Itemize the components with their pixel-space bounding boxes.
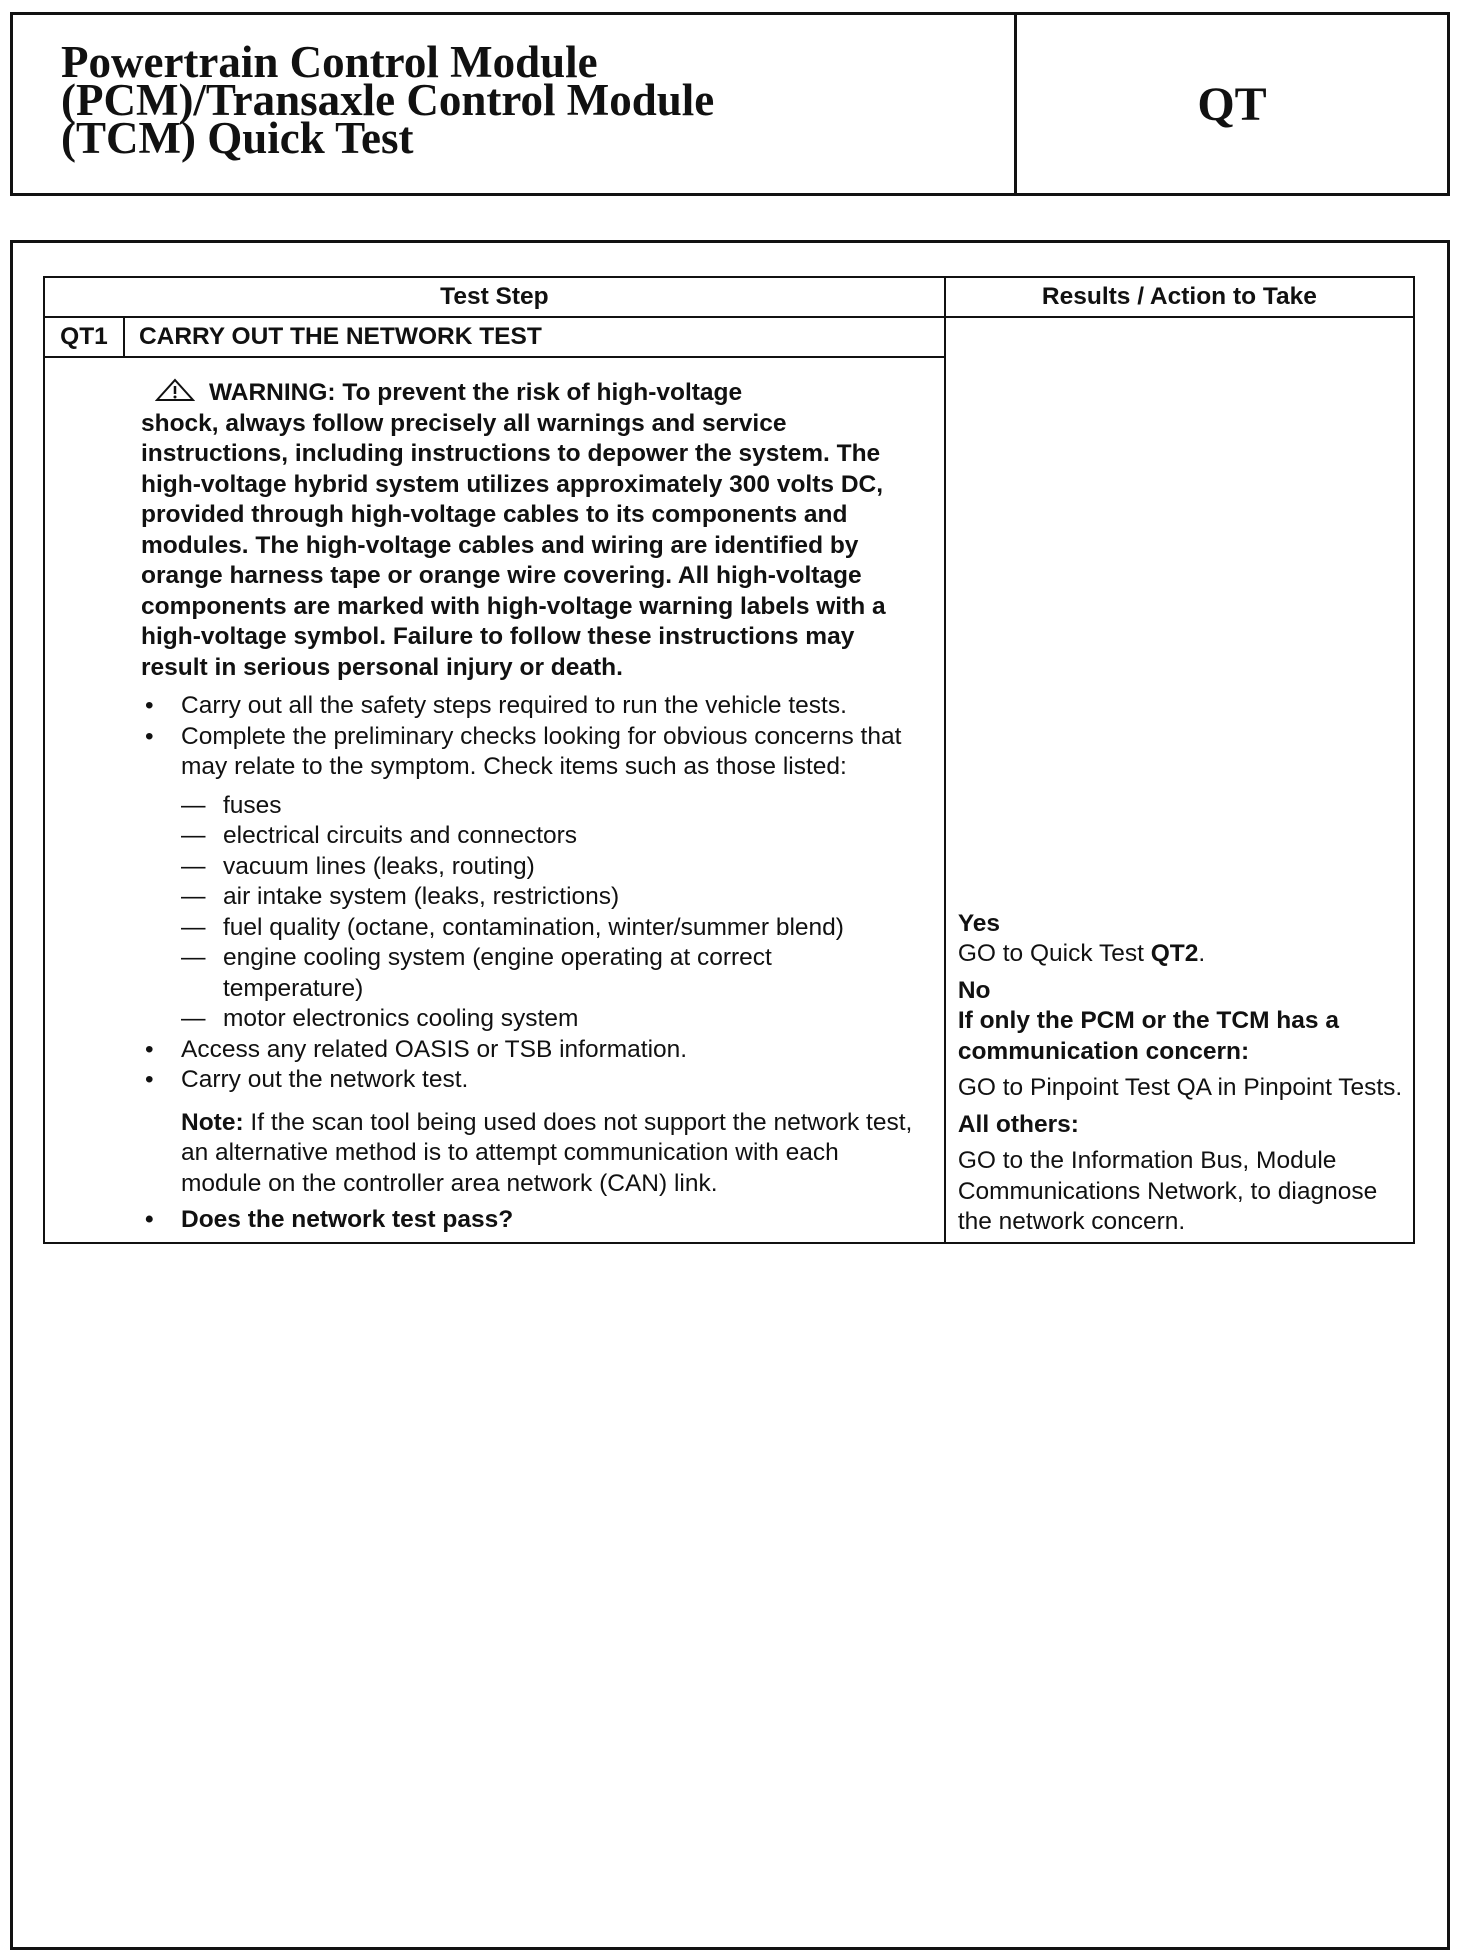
others-action: GO to the Information Bus, Module Communications Network, to diagnose the network concern. bbox=[957, 1147, 1378, 1235]
yes-label: Yes bbox=[957, 909, 1001, 937]
quick-test-table bbox=[43, 276, 1415, 1244]
check-item: — air intake system (leaks, restrictions) bbox=[181, 882, 916, 913]
check-item: — engine cooling system (engine operating at correct temperature) bbox=[181, 943, 916, 1004]
note-text: If the scan tool being used does not support the network test, an alternative method is to attempt communication with each module on the controller area network (CAN) link. bbox=[181, 1108, 913, 1197]
check-item: — motor electronics cooling system bbox=[181, 1004, 916, 1035]
check-item: — electrical circuits and connectors bbox=[181, 821, 916, 852]
list-item: • Access any related OASIS or TSB information. bbox=[141, 1035, 916, 1066]
title-line-2: (PCM)/Transaxle Control Module bbox=[61, 75, 715, 125]
title-line-1: Powertrain Control Module bbox=[61, 37, 598, 87]
step-id: QT1 bbox=[44, 317, 124, 357]
check-item: — fuel quality (octane, contamination, winter/summer blend) bbox=[181, 913, 916, 944]
step-question: • Does the network test pass? bbox=[141, 1205, 916, 1236]
list-item: • Carry out the network test. bbox=[141, 1065, 916, 1096]
step-title: CARRY OUT THE NETWORK TEST bbox=[124, 317, 945, 357]
no-action: GO to Pinpoint Test QA in Pinpoint Tests. bbox=[957, 1074, 1403, 1101]
no-condition: If only the PCM or the TCM has a communication concern: bbox=[957, 1007, 1339, 1065]
step-title-row bbox=[44, 317, 1414, 357]
results-header: Results / Action to Take bbox=[945, 277, 1414, 317]
section-code: QT bbox=[1197, 77, 1267, 131]
warning-block bbox=[141, 378, 916, 683]
preliminary-checks-text: Complete the preliminary checks looking for obvious concerns that may relate to the symptom. Check items such as those listed: bbox=[181, 722, 902, 780]
step-instructions bbox=[141, 691, 916, 1096]
list-item bbox=[141, 722, 916, 1035]
yes-action-text: GO to Quick Test bbox=[957, 940, 1151, 967]
table-header-row bbox=[44, 277, 1414, 317]
note-label: Note: bbox=[181, 1108, 244, 1136]
warning-first-line bbox=[141, 378, 916, 409]
results-block bbox=[958, 909, 1403, 1238]
test-step-header: Test Step bbox=[44, 277, 945, 317]
title-line-3: (TCM) Quick Test bbox=[61, 113, 414, 163]
check-item: — fuses bbox=[181, 791, 916, 822]
results-cell bbox=[945, 317, 1414, 1243]
step-body-cell bbox=[44, 357, 945, 1243]
warning-text: shock, always follow precisely all warnings and service instructions, including instructions to depower the system. The high-voltage hybrid system utilizes approximately 300 volts DC, provided through high-voltage cables to its components and modules. The high-voltage cables and wiring are identified by orange harness tape or orange wire covering. All high-voltage components are marked with high-voltage warning labels with a high-voltage symbol. Failure to follow these instructions may result in serious personal injury or death. bbox=[141, 409, 886, 681]
yes-action-suffix: . bbox=[1198, 940, 1206, 967]
no-label: No bbox=[957, 976, 991, 1004]
others-label: All others: bbox=[957, 1110, 1079, 1138]
page-header bbox=[10, 12, 1450, 196]
warning-triangle-icon bbox=[155, 378, 195, 402]
yes-action-target: QT2 bbox=[1150, 940, 1199, 967]
check-items-list bbox=[181, 791, 916, 1035]
question-list bbox=[141, 1205, 916, 1236]
warning-lead: WARNING: To prevent the risk of high-voltage bbox=[209, 379, 743, 406]
check-item: — vacuum lines (leaks, routing) bbox=[181, 852, 916, 883]
list-item: • Carry out all the safety steps required to run the vehicle tests. bbox=[141, 691, 916, 722]
page-title bbox=[13, 15, 1017, 193]
content-frame bbox=[10, 240, 1450, 1950]
step-body bbox=[45, 358, 944, 1242]
note-block bbox=[141, 1108, 916, 1200]
yes-action bbox=[958, 939, 1403, 970]
